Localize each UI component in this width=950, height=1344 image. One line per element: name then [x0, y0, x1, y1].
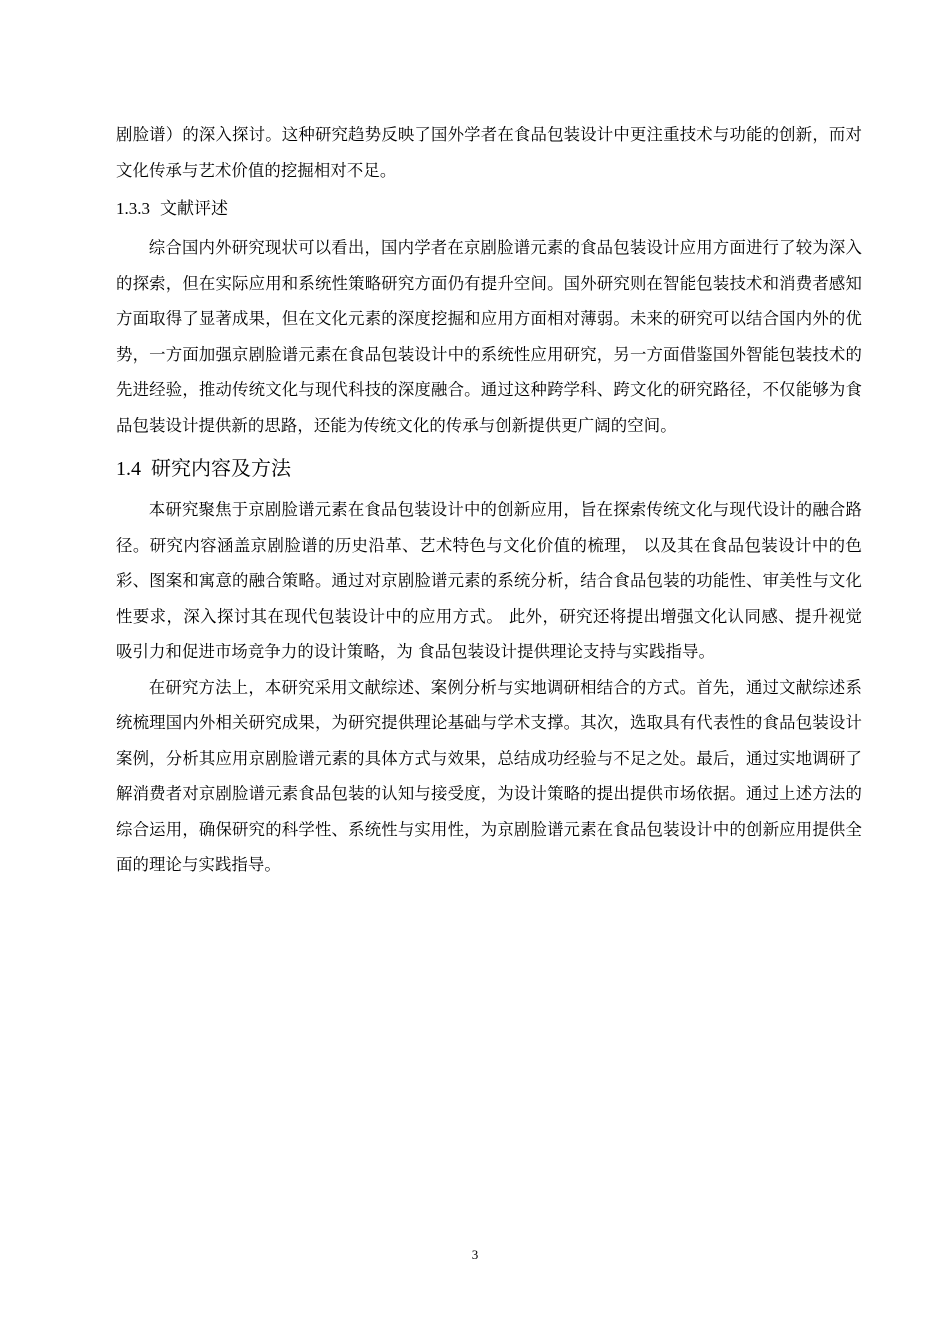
section-heading-1-3-3: [116, 194, 862, 224]
section-heading-1-4: [116, 453, 862, 484]
research-method-paragraph: 在研究方法上，本研究采用文献综述、案例分析与实地调研相结合的方式。首先，通过文献综述系统梳理国内外相关研究成果，为研究提供理论基础与学术支撑。其次，选取具有代表性的食品包装设计案例，分析其应用京剧脸谱元素的具体方式与效果，总结成功经验与不足之处。最后，通过实地调研了解消费者对京剧脸谱元素食品包装的认知与接受度，为设计策略的提出提供市场依据。通过上述方法的综合运用，确保研究的科学性、系统性与实用性，为京剧脸谱元素在食品包装设计中的创新应用提供全面的理论与实践指导。: [116, 677, 862, 874]
section-number: 1.3.3: [116, 199, 150, 218]
section-number: 1.4: [116, 458, 141, 480]
section-title: 研究内容及方法: [151, 456, 291, 480]
section-title: 文献评述: [160, 199, 228, 219]
page-number: 3: [471, 1247, 479, 1262]
page-content: [116, 117, 862, 883]
intro-paragraph: 剧脸谱）的深入探讨。这种研究趋势反映了国外学者在食品包装设计中更注重技术与功能的创新，而对文化传承与艺术价值的挖掘相对不足。: [116, 125, 862, 180]
research-content-paragraph: 本研究聚焦于京剧脸谱元素在食品包装设计中的创新应用，旨在探索传统文化与现代设计的融合路径。研究内容涵盖京剧脸谱的历史沿革、艺术特色与文化价值的梳理， 以及其在食品包装设计中的色彩、图案和寓意的融合策略。通过对京剧脸谱元素的系统分析，结合食品包装的功能性、审美性与文化性要求，深入探讨其在现代包装设计中的应用方式。 此外，研究还将提出增强文化认同感、提升视觉吸引力和促进市场竞争力的设计策略，为 食品包装设计提供理论支持与实践指导。: [116, 500, 862, 661]
literature-review-paragraph: 综合国内外研究现状可以看出，国内学者在京剧脸谱元素的食品包装设计应用方面进行了较为深入的探索，但在实际应用和系统性策略研究方面仍有提升空间。国外研究则在智能包装技术和消费者感知方面取得了显著成果，但在文化元素的深度挖掘和应用方面相对薄弱。未来的研究可以结合国内外的优势，一方面加强京剧脸谱元素在食品包装设计中的系统性应用研究，另一方面借鉴国外智能包装技术的先进经验，推动传统文化与现代科技的深度融合。通过这种跨学科、跨文化的研究路径，不仅能够为食品包装设计提供新的思路，还能为传统文化的传承与创新提供更广阔的空间。: [116, 238, 862, 435]
